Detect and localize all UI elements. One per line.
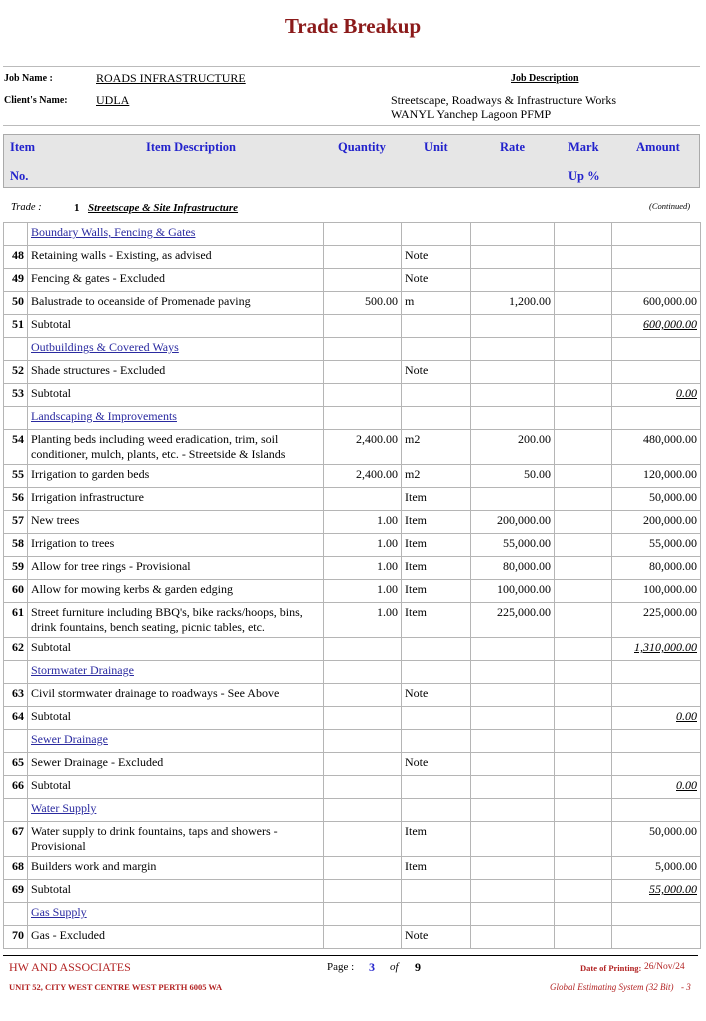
subtotal-amount: 55,000.00 — [612, 880, 701, 903]
item-no-cell — [4, 661, 28, 684]
header-unit: Unit — [424, 140, 448, 154]
item-no-cell: 60 — [4, 580, 28, 603]
quantity-cell — [324, 857, 402, 880]
rate-cell — [471, 638, 555, 661]
rate-cell — [471, 384, 555, 407]
header-up: Up % — [568, 169, 600, 183]
markup-cell — [555, 465, 612, 488]
table-row — [4, 361, 701, 384]
markup-cell — [555, 557, 612, 580]
item-description: Street furniture including BBQ's, bike racks/hoops, bins, drink fountains, bench seating, picnic tables, etc. — [28, 603, 324, 638]
rate-cell — [471, 730, 555, 753]
item-description: Fencing & gates - Excluded — [28, 269, 324, 292]
rate-cell: 200,000.00 — [471, 511, 555, 534]
markup-cell — [555, 603, 612, 638]
section-title: Stormwater Drainage — [28, 661, 324, 684]
amount-cell: 225,000.00 — [612, 603, 701, 638]
amount-cell — [612, 926, 701, 949]
item-description: Subtotal — [28, 315, 324, 338]
item-description: Irrigation infrastructure — [28, 488, 324, 511]
item-description: Balustrade to oceanside of Promenade paving — [28, 292, 324, 315]
rate-cell: 55,000.00 — [471, 534, 555, 557]
unit-cell — [402, 223, 471, 246]
item-no-cell: 59 — [4, 557, 28, 580]
amount-cell: 120,000.00 — [612, 465, 701, 488]
job-name-label: Job Name : — [4, 73, 53, 84]
rate-cell — [471, 661, 555, 684]
amount-cell — [612, 269, 701, 292]
unit-cell — [402, 315, 471, 338]
item-description: Civil stormwater drainage to roadways - See Above — [28, 684, 324, 707]
quantity-cell — [324, 361, 402, 384]
markup-cell — [555, 926, 612, 949]
markup-cell — [555, 776, 612, 799]
markup-cell — [555, 534, 612, 557]
quantity-cell — [324, 315, 402, 338]
subtotal-row — [4, 707, 701, 730]
item-description: Planting beds including weed eradication, trim, soil conditioner, mulch, plants, etc. - Streetside & Islands — [28, 430, 324, 465]
amount-cell — [612, 407, 701, 430]
quantity-cell — [324, 776, 402, 799]
section-row — [4, 730, 701, 753]
markup-cell — [555, 430, 612, 465]
item-no-cell: 61 — [4, 603, 28, 638]
rate-cell — [471, 880, 555, 903]
markup-cell — [555, 857, 612, 880]
page-total: 9 — [415, 960, 421, 974]
rate-cell — [471, 407, 555, 430]
markup-cell — [555, 880, 612, 903]
item-no-cell: 67 — [4, 822, 28, 857]
quantity-cell: 2,400.00 — [324, 430, 402, 465]
rate-cell — [471, 857, 555, 880]
client-name-label: Client's Name: — [4, 95, 68, 106]
rate-cell — [471, 903, 555, 926]
table-row — [4, 292, 701, 315]
amount-cell — [612, 684, 701, 707]
item-no-cell — [4, 730, 28, 753]
item-no-cell: 50 — [4, 292, 28, 315]
unit-cell: Item — [402, 822, 471, 857]
amount-cell: 100,000.00 — [612, 580, 701, 603]
item-description: Retaining walls - Existing, as advised — [28, 246, 324, 269]
amount-cell — [612, 799, 701, 822]
subtotal-row — [4, 880, 701, 903]
amount-cell — [612, 661, 701, 684]
unit-cell: Item — [402, 603, 471, 638]
trade-number: 1 — [74, 202, 80, 214]
section-title: Sewer Drainage — [28, 730, 324, 753]
subtotal-amount: 0.00 — [612, 384, 701, 407]
rate-cell — [471, 707, 555, 730]
item-no-cell: 54 — [4, 430, 28, 465]
section-title: Boundary Walls, Fencing & Gates — [28, 223, 324, 246]
unit-cell: Item — [402, 557, 471, 580]
items-table — [3, 222, 701, 949]
unit-cell — [402, 903, 471, 926]
unit-cell: Note — [402, 684, 471, 707]
item-description: Subtotal — [28, 880, 324, 903]
item-no-cell: 49 — [4, 269, 28, 292]
quantity-cell — [324, 799, 402, 822]
unit-cell: m2 — [402, 430, 471, 465]
amount-cell: 200,000.00 — [612, 511, 701, 534]
table-row — [4, 246, 701, 269]
unit-cell — [402, 407, 471, 430]
markup-cell — [555, 580, 612, 603]
subtotal-amount: 1,310,000.00 — [612, 638, 701, 661]
table-row — [4, 269, 701, 292]
rate-cell — [471, 776, 555, 799]
quantity-cell: 1.00 — [324, 557, 402, 580]
table-row — [4, 488, 701, 511]
item-no-cell: 48 — [4, 246, 28, 269]
item-no-cell: 62 — [4, 638, 28, 661]
job-description-label: Job Description — [511, 73, 579, 84]
section-title: Outbuildings & Covered Ways — [28, 338, 324, 361]
item-description: Sewer Drainage - Excluded — [28, 753, 324, 776]
quantity-cell — [324, 384, 402, 407]
section-row — [4, 903, 701, 926]
markup-cell — [555, 407, 612, 430]
unit-cell: Note — [402, 246, 471, 269]
rate-cell: 100,000.00 — [471, 580, 555, 603]
table-row — [4, 857, 701, 880]
company-address: UNIT 52, CITY WEST CENTRE WEST PERTH 6005 WA — [9, 982, 223, 992]
table-row — [4, 430, 701, 465]
markup-cell — [555, 511, 612, 534]
quantity-cell: 1.00 — [324, 511, 402, 534]
unit-cell — [402, 661, 471, 684]
markup-cell — [555, 799, 612, 822]
rate-cell — [471, 269, 555, 292]
job-description-line-2: WANYL Yanchep Lagoon PFMP — [391, 107, 552, 121]
amount-cell — [612, 361, 701, 384]
amount-cell: 80,000.00 — [612, 557, 701, 580]
item-description: Subtotal — [28, 707, 324, 730]
item-description: Allow for mowing kerbs & garden edging — [28, 580, 324, 603]
quantity-cell — [324, 684, 402, 707]
amount-cell — [612, 730, 701, 753]
markup-cell — [555, 384, 612, 407]
quantity-cell — [324, 246, 402, 269]
unit-cell: Item — [402, 511, 471, 534]
unit-cell: Note — [402, 269, 471, 292]
rate-cell: 200.00 — [471, 430, 555, 465]
item-no-cell — [4, 799, 28, 822]
quantity-cell — [324, 753, 402, 776]
amount-cell: 50,000.00 — [612, 822, 701, 857]
page-label: Page : — [327, 961, 355, 973]
items-body — [4, 223, 701, 949]
rate-cell — [471, 822, 555, 857]
markup-cell — [555, 730, 612, 753]
item-no-cell: 68 — [4, 857, 28, 880]
markup-cell — [555, 753, 612, 776]
markup-cell — [555, 822, 612, 857]
quantity-cell — [324, 638, 402, 661]
item-description: Water supply to drink fountains, taps and showers - Provisional — [28, 822, 324, 857]
unit-cell — [402, 638, 471, 661]
item-description: New trees — [28, 511, 324, 534]
quantity-cell — [324, 223, 402, 246]
item-description: Shade structures - Excluded — [28, 361, 324, 384]
table-row — [4, 926, 701, 949]
markup-cell — [555, 638, 612, 661]
section-row — [4, 338, 701, 361]
markup-cell — [555, 661, 612, 684]
subtotal-row — [4, 315, 701, 338]
subtotal-amount: 0.00 — [612, 707, 701, 730]
item-no-cell: 70 — [4, 926, 28, 949]
trade-label: Trade : — [11, 202, 42, 213]
subtotal-row — [4, 384, 701, 407]
unit-cell — [402, 707, 471, 730]
table-row — [4, 580, 701, 603]
quantity-cell — [324, 903, 402, 926]
rate-cell — [471, 684, 555, 707]
amount-cell: 5,000.00 — [612, 857, 701, 880]
table-row — [4, 684, 701, 707]
item-no-cell: 64 — [4, 707, 28, 730]
amount-cell: 50,000.00 — [612, 488, 701, 511]
table-row — [4, 822, 701, 857]
rate-cell — [471, 246, 555, 269]
subtotal-row — [4, 776, 701, 799]
subtotal-row — [4, 638, 701, 661]
amount-cell: 600,000.00 — [612, 292, 701, 315]
item-description: Irrigation to garden beds — [28, 465, 324, 488]
header-amount: Amount — [636, 140, 680, 154]
quantity-cell — [324, 707, 402, 730]
rate-cell: 1,200.00 — [471, 292, 555, 315]
continued-note: (Continued) — [649, 201, 691, 211]
amount-cell: 55,000.00 — [612, 534, 701, 557]
column-headers — [3, 134, 700, 188]
markup-cell — [555, 684, 612, 707]
rate-cell — [471, 799, 555, 822]
quantity-cell — [324, 661, 402, 684]
item-description: Subtotal — [28, 384, 324, 407]
rate-cell — [471, 488, 555, 511]
print-date: 26/Nov/24 — [644, 962, 685, 972]
footer-divider — [3, 955, 698, 956]
item-no-cell: 57 — [4, 511, 28, 534]
section-title: Gas Supply — [28, 903, 324, 926]
page-of: of — [390, 961, 399, 973]
item-no-cell: 65 — [4, 753, 28, 776]
header-quantity: Quantity — [338, 140, 386, 154]
subtotal-amount: 600,000.00 — [612, 315, 701, 338]
unit-cell — [402, 384, 471, 407]
item-no-cell — [4, 338, 28, 361]
section-row — [4, 223, 701, 246]
item-description: Subtotal — [28, 776, 324, 799]
rate-cell: 50.00 — [471, 465, 555, 488]
item-description: Irrigation to trees — [28, 534, 324, 557]
job-description — [391, 93, 616, 121]
item-no-cell: 55 — [4, 465, 28, 488]
header-description: Item Description — [146, 140, 236, 154]
subtotal-amount: 0.00 — [612, 776, 701, 799]
markup-cell — [555, 903, 612, 926]
item-no-cell: 51 — [4, 315, 28, 338]
markup-cell — [555, 488, 612, 511]
item-no-cell: 56 — [4, 488, 28, 511]
amount-cell: 480,000.00 — [612, 430, 701, 465]
quantity-cell — [324, 269, 402, 292]
quantity-cell — [324, 730, 402, 753]
page-title: Trade Breakup — [284, 14, 422, 38]
job-info — [3, 66, 700, 126]
system-suffix: - 3 — [681, 982, 691, 992]
markup-cell — [555, 246, 612, 269]
markup-cell — [555, 338, 612, 361]
table-row — [4, 557, 701, 580]
amount-cell — [612, 338, 701, 361]
section-row — [4, 799, 701, 822]
amount-cell — [612, 246, 701, 269]
date-label: Date of Printing: — [580, 963, 642, 973]
table-row — [4, 603, 701, 638]
rate-cell: 225,000.00 — [471, 603, 555, 638]
markup-cell — [555, 223, 612, 246]
item-no-cell: 58 — [4, 534, 28, 557]
item-no-cell: 69 — [4, 880, 28, 903]
item-description: Builders work and margin — [28, 857, 324, 880]
job-name: ROADS INFRASTRUCTURE — [96, 71, 246, 85]
unit-cell — [402, 338, 471, 361]
rate-cell: 80,000.00 — [471, 557, 555, 580]
trade-name: Streetscape & Site Infrastructure — [88, 202, 239, 214]
quantity-cell: 2,400.00 — [324, 465, 402, 488]
unit-cell: m2 — [402, 465, 471, 488]
table-row — [4, 511, 701, 534]
rate-cell — [471, 315, 555, 338]
header-rate: Rate — [500, 140, 525, 154]
item-no-cell — [4, 903, 28, 926]
item-no-cell: 66 — [4, 776, 28, 799]
markup-cell — [555, 269, 612, 292]
amount-cell — [612, 903, 701, 926]
rate-cell — [471, 338, 555, 361]
unit-cell — [402, 799, 471, 822]
unit-cell: Item — [402, 580, 471, 603]
item-no-cell: 52 — [4, 361, 28, 384]
quantity-cell — [324, 407, 402, 430]
section-row — [4, 407, 701, 430]
amount-cell — [612, 753, 701, 776]
quantity-cell — [324, 880, 402, 903]
table-row — [4, 534, 701, 557]
markup-cell — [555, 315, 612, 338]
header-item: Item — [10, 140, 35, 154]
trade-heading — [3, 197, 700, 219]
unit-cell: m — [402, 292, 471, 315]
unit-cell — [402, 880, 471, 903]
section-title: Landscaping & Improvements — [28, 407, 324, 430]
quantity-cell — [324, 822, 402, 857]
header-no: No. — [10, 169, 29, 183]
quantity-cell — [324, 338, 402, 361]
item-no-cell — [4, 407, 28, 430]
table-row — [4, 465, 701, 488]
item-no-cell: 53 — [4, 384, 28, 407]
item-no-cell: 63 — [4, 684, 28, 707]
quantity-cell — [324, 926, 402, 949]
rate-cell — [471, 361, 555, 384]
quantity-cell — [324, 488, 402, 511]
unit-cell: Note — [402, 926, 471, 949]
system-name: Global Estimating System (32 Bit) — [550, 982, 674, 992]
unit-cell — [402, 776, 471, 799]
unit-cell: Item — [402, 488, 471, 511]
client-name: UDLA — [96, 93, 130, 107]
quantity-cell: 1.00 — [324, 603, 402, 638]
table-row — [4, 753, 701, 776]
rate-cell — [471, 223, 555, 246]
rate-cell — [471, 753, 555, 776]
unit-cell: Item — [402, 857, 471, 880]
company-name: HW AND ASSOCIATES — [9, 960, 131, 974]
unit-cell: Note — [402, 361, 471, 384]
rate-cell — [471, 926, 555, 949]
quantity-cell: 1.00 — [324, 580, 402, 603]
item-description: Allow for tree rings - Provisional — [28, 557, 324, 580]
markup-cell — [555, 361, 612, 384]
section-row — [4, 661, 701, 684]
section-title: Water Supply — [28, 799, 324, 822]
quantity-cell: 1.00 — [324, 534, 402, 557]
page-number: 3 — [369, 960, 375, 974]
item-description: Subtotal — [28, 638, 324, 661]
job-description-line-1: Streetscape, Roadways & Infrastructure Works — [391, 93, 617, 107]
unit-cell — [402, 730, 471, 753]
markup-cell — [555, 707, 612, 730]
unit-cell: Item — [402, 534, 471, 557]
header-mark: Mark — [568, 140, 599, 154]
item-no-cell — [4, 223, 28, 246]
markup-cell — [555, 292, 612, 315]
unit-cell: Note — [402, 753, 471, 776]
item-description: Gas - Excluded — [28, 926, 324, 949]
amount-cell — [612, 223, 701, 246]
quantity-cell: 500.00 — [324, 292, 402, 315]
